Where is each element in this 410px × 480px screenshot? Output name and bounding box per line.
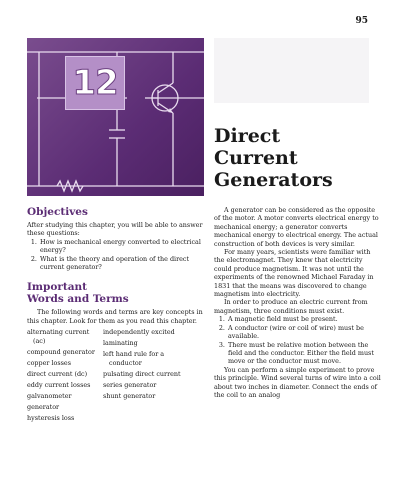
terms-column-left (27, 328, 95, 424)
term-item: independently excited (103, 328, 175, 337)
term-item: laminating (103, 339, 138, 348)
term-item: direct current (dc) (27, 369, 88, 378)
title-background-block (214, 38, 369, 103)
chapter-banner (27, 38, 204, 196)
term-item: shunt generator (103, 391, 156, 400)
terms-intro: The following words and terms are key concepts in this chapter. Look for them as you read this chapter. (27, 308, 203, 325)
term-item: hysteresis loss (27, 413, 75, 422)
body-paragraph: In order to produce an electric current from magnetism, three conditions must exist. (214, 298, 368, 315)
terms-column-right (103, 328, 193, 424)
body-paragraph: A generator can be considered as the opposite of the motor. A motor converts electrical energy to mechanical energy; a generator converts mechanical energy to electrical energy. The actual construction of both devices is very similar. (214, 206, 379, 248)
terms-list (27, 328, 204, 424)
terms-heading-line: Important (27, 281, 88, 294)
body-paragraph: For many years, scientists were familiar with the electromagnet. They knew that electricity could produce magnetism. It was not until the experiments of the renowned Michael Faraday in 1831 that the means was discovered to change magnetism into electricity. (214, 248, 374, 299)
right-column (214, 206, 382, 399)
terms-heading (27, 281, 204, 305)
term-item: eddy current losses (27, 380, 91, 389)
term-item: copper losses (27, 358, 71, 367)
left-column (27, 206, 204, 425)
objectives-heading: Objectives (27, 206, 88, 218)
term-item: left hand rule for a conductor (103, 350, 165, 367)
objectives-list (27, 238, 204, 272)
condition-item: 2. A conductor (wire or coil of wire) must be available. (227, 324, 382, 341)
conditions-list (214, 315, 382, 365)
term-item: generator (27, 402, 60, 411)
chapter-title-line: Generators (214, 169, 333, 191)
term-item: alternating current (ac) (27, 328, 90, 345)
term-item: galvanometer (27, 391, 72, 400)
chapter-number-box (65, 56, 125, 110)
chapter-number: 12 (72, 63, 118, 103)
chapter-title (214, 125, 384, 191)
condition-item: 3. There must be relative motion between the field and the conductor. Either the field must move or the conductor must move. (227, 341, 382, 366)
chapter-title-line: Direct (214, 125, 281, 147)
body-paragraph: You can perform a simple experiment to prove this principle. Wind several turns of wire into a coil about two inches in diameter. Connect the ends of the coil to an analog (214, 365, 381, 399)
objectives-intro: After studying this chapter, you will be able to answer these questions: (27, 221, 203, 238)
terms-heading-line: Words and Terms (27, 293, 129, 306)
condition-item: 1. A magnetic field must be present. (227, 315, 382, 323)
term-item: pulsating direct current (103, 369, 181, 378)
chapter-title-line: Current (214, 147, 298, 169)
term-item: series generator (103, 380, 157, 389)
page-number: 95 (355, 16, 368, 26)
objective-item: 1. How is mechanical energy converted to electrical energy? (39, 238, 204, 255)
term-item: compound generator (27, 347, 95, 356)
objective-item: 2. What is the theory and operation of the direct current generator? (39, 255, 204, 272)
